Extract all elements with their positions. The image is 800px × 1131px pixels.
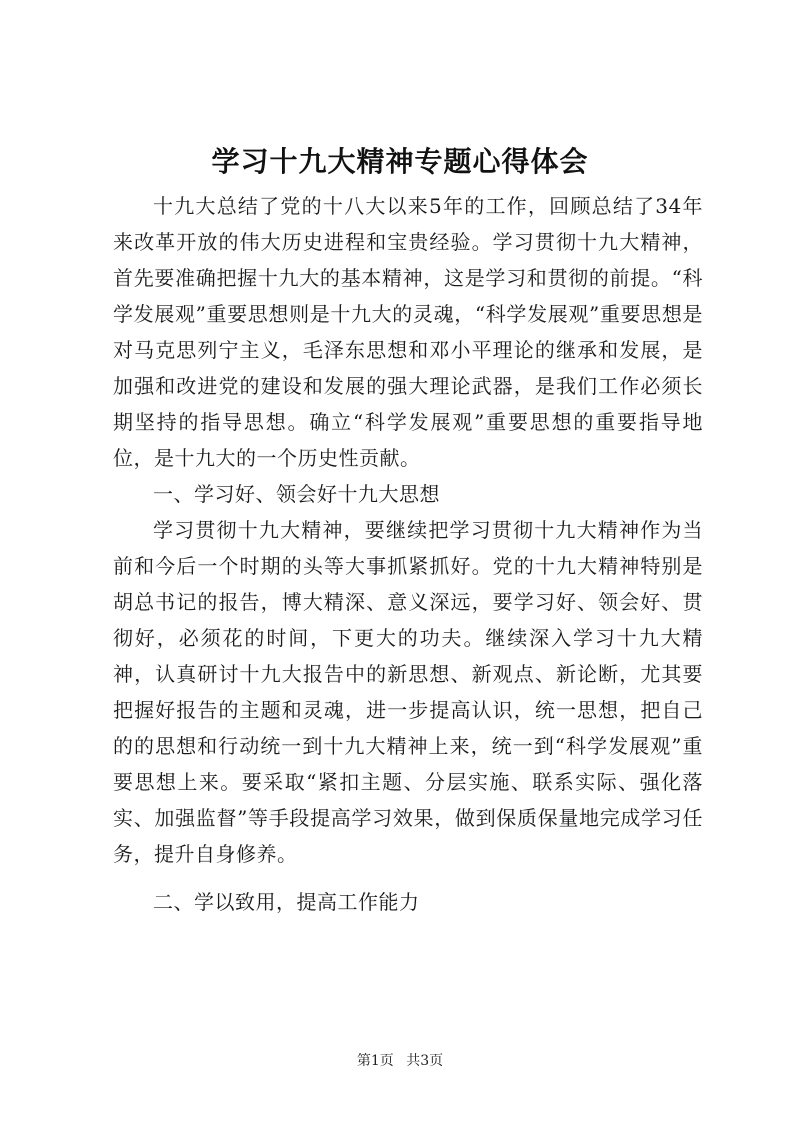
section-heading-1: 一、学习好、领会好十九大思想: [153, 482, 440, 506]
paragraph-study: 学习贯彻十九大精神，要继续把学习贯彻十九大精神作为当前和今后一个时期的头等大事抓紧抓好。党的十九大精神特别是胡总书记的报告，博大精深、意义深远，要学习好、领会好、贯彻好，必须花的时间，下更大的功夫。继续深入学习十九大精神，认真研讨十九大报告中的新思想、新观点、新论断，尤其要把握好报告的主题和灵魂，进一步提高认识，统一思想，把自己的的思想和行动统一到十九大精神上来，统一到“科学发展观”重要思想上来。要采取“紧扣主题、分层实施、联系实际、强化落实、加强监督”等手段提高学习效果，做到保质保量地完成学习任务，提升自身修养。: [113, 518, 703, 866]
document-body: [113, 188, 703, 920]
section-heading-2: 二、学以致用，提高工作能力: [153, 890, 420, 914]
page-number: 第1页: [356, 1053, 394, 1069]
page-footer: [0, 1050, 800, 1070]
page-total: 共3页: [406, 1053, 444, 1069]
paragraph-intro: 十九大总结了党的十八大以来5年的工作，回顾总结了34年来改革开放的伟大历史进程和宝贵经验。学习贯彻十九大精神，首先要准确把握十九大的基本精神，这是学习和贯彻的前提。“科学发展观”重要思想则是十九大的灵魂，“科学发展观”重要思想是对马克思列宁主义，毛泽东思想和邓小平理论的继承和发展，是加强和改进党的建设和发展的强大理论武器，是我们工作必须长期坚持的指导思想。确立“科学发展观”重要思想的重要指导地位，是十九大的一个历史性贡献。: [113, 194, 703, 470]
document-title: 学习十九大精神专题心得体会: [211, 145, 589, 178]
